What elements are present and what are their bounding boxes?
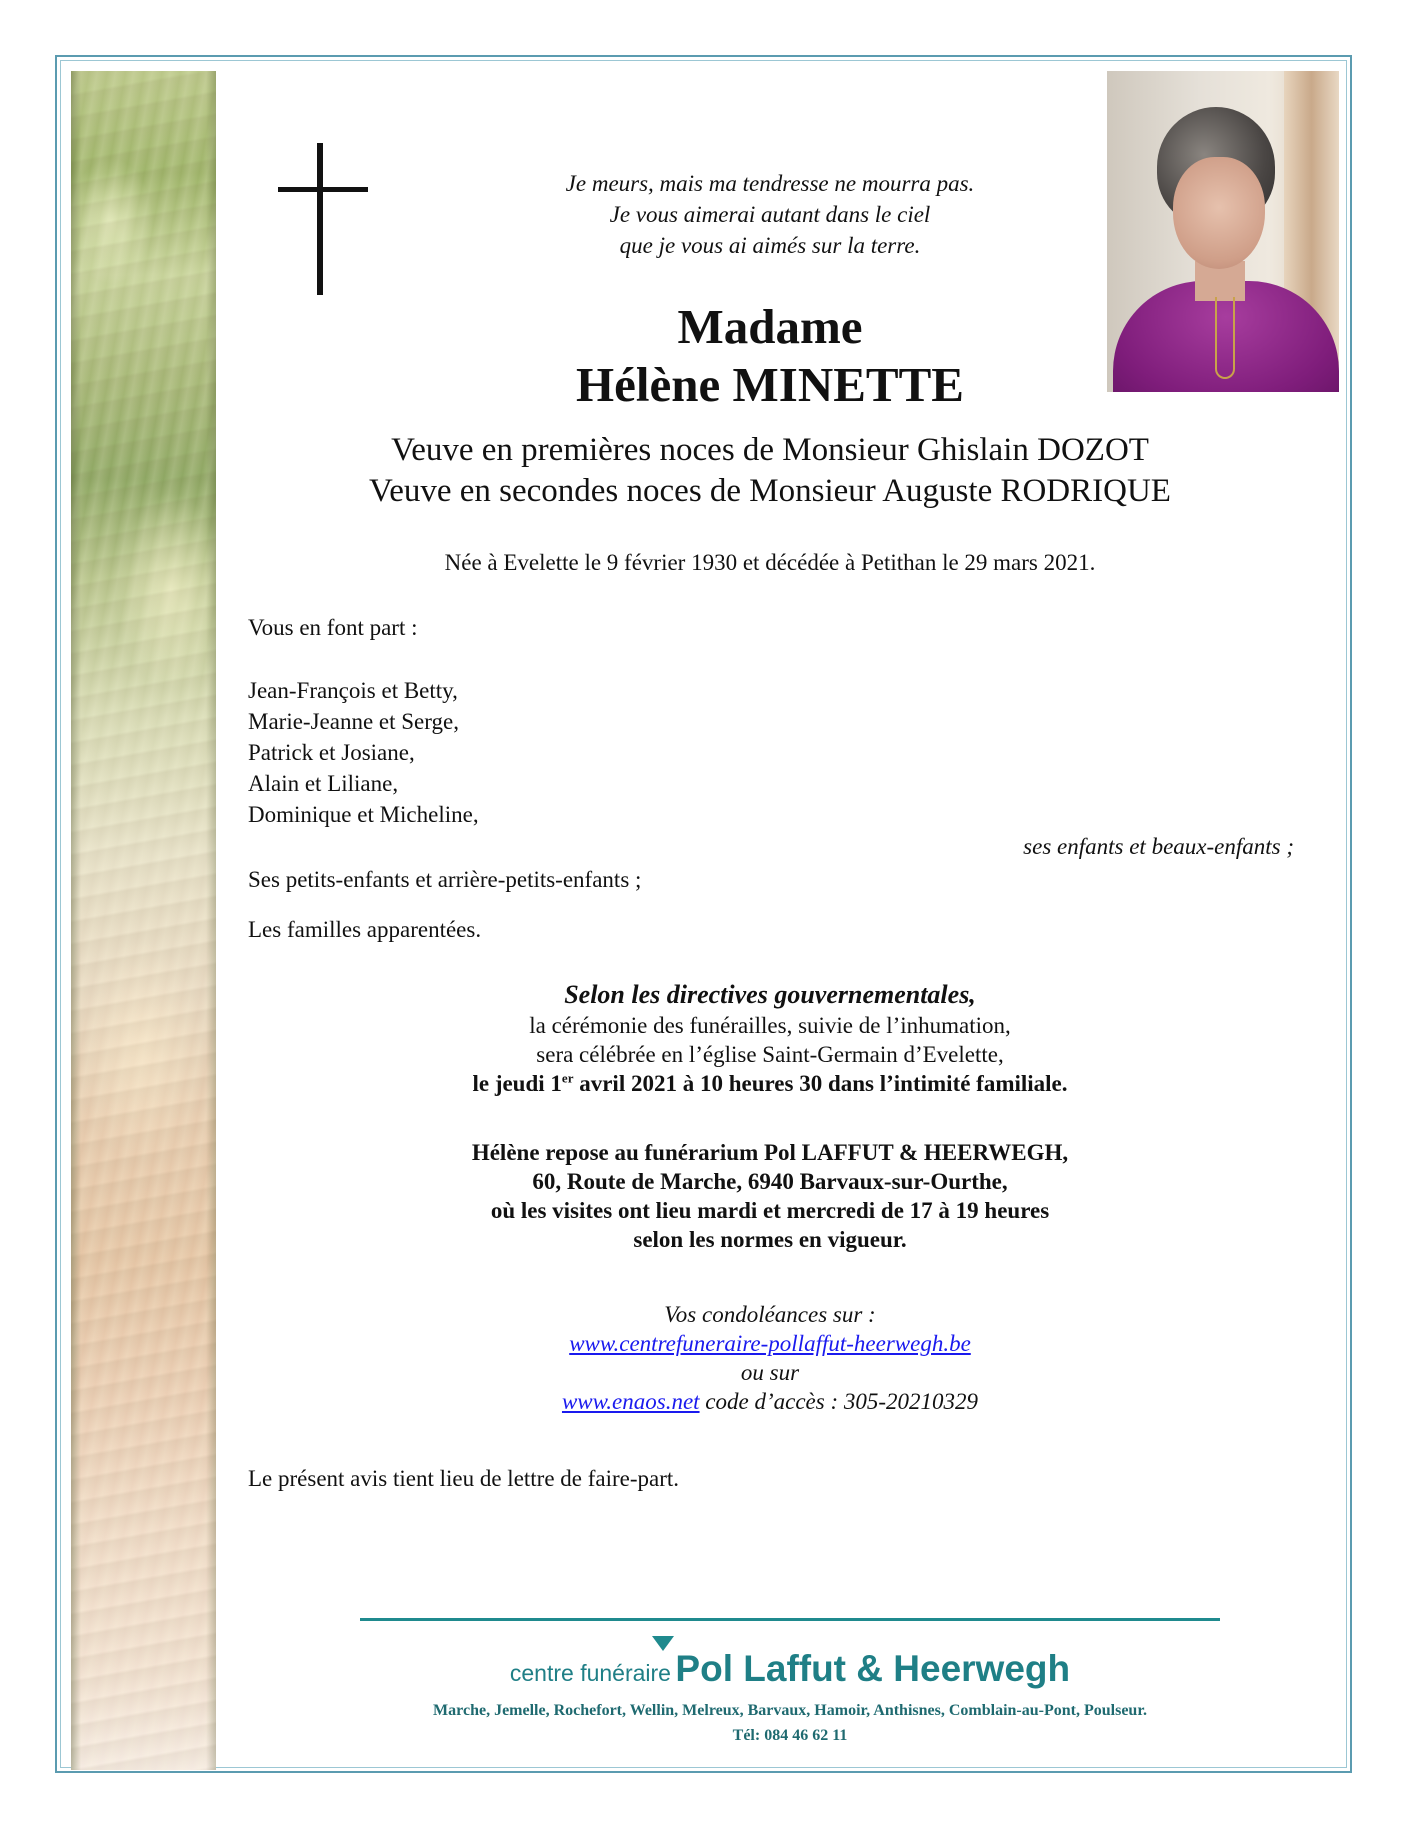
deceased-name: Hélène MINETTE [576,357,964,412]
enaos-link[interactable]: www.enaos.net [561,1389,700,1414]
families-line: Les familles apparentées. [248,917,482,942]
access-code: code d’accès : 305-20210329 [699,1389,979,1414]
list-item: Jean-François et Betty, [248,678,458,703]
cross-icon [278,143,368,295]
brand-big: Pol Laffut & Heerwegh [675,1648,1071,1689]
visitation-block [300,1138,1240,1254]
list-item: Patrick et Josiane, [248,740,415,765]
grandchildren-line: Ses petits-enfants et arrière-petits-enfants ; [248,867,642,892]
portrait-photo [1107,71,1339,392]
condolences-intro: Vos condoléances sur : [664,1302,876,1327]
ceremony-line: la cérémonie des funérailles, suivie de l’inhumation, [529,1013,1011,1038]
or-text: ou sur [740,1360,800,1385]
list-item: Alain et Liliane, [248,771,399,796]
quote-line: Je vous aimerai autant dans le ciel [609,202,931,227]
closing-line: Le présent avis tient lieu de lettre de faire-part. [248,1466,680,1491]
funeral-home-link[interactable]: www.centrefuneraire-pollaffut-heerwegh.be [569,1331,971,1356]
children-list [248,675,479,830]
children-caption: ses enfants et beaux-enfants ; [1023,834,1294,859]
list-item: Dominique et Micheline, [248,802,479,827]
deceased-name-block [420,298,1120,414]
ceremony-line: sera célébrée en l’église Saint-Germain d’Evelette, [536,1042,1004,1067]
footer-towns: Marche, Jemelle, Rochefort, Wellin, Melreux, Barvaux, Hamoir, Anthisnes, Comblain-au-Pont, Poulseur. [433,1702,1147,1719]
honorific: Madame [677,299,863,354]
visitation-line: Hélène repose au funérarium Pol LAFFUT & HEERWEGH, [471,1140,1069,1165]
footer-phone: Tél: 084 46 62 11 [732,1727,848,1744]
visitation-line: où les visites ont lieu mardi et mercredi de 17 à 19 heures [490,1198,1050,1223]
poem-quote [420,168,1120,261]
ceremony-date: le jeudi 1er avril 2021 à 10 heures 30 dans l’intimité familiale. [472,1070,1068,1096]
widow-line: Veuve en secondes noces de Monsieur Auguste RODRIQUE [369,473,1171,509]
ceremony-block [300,978,1240,1098]
visitation-line: 60, Route de Marche, 6940 Barvaux-sur-Ourthe, [532,1169,1008,1194]
forest-path-image [71,71,216,1770]
visitation-line: selon les normes en vigueur. [633,1227,907,1252]
quote-line: Je meurs, mais ma tendresse ne mourra pas. [565,171,975,196]
widow-line: Veuve en premières noces de Monsieur Ghislain DOZOT [391,432,1149,468]
footer-divider [360,1618,1220,1621]
brand-small: centre funéraire [509,1660,671,1686]
list-item: Marie-Jeanne et Serge, [248,709,459,734]
ceremony-lead: Selon les directives gouvernementales, [564,980,976,1009]
birth-death-line: Née à Evelette le 9 février 1930 et décédée à Petithan le 29 mars 2021. [444,550,1096,575]
quote-line: que je vous ai aimés sur la terre. [619,233,921,258]
condolences-block [300,1300,1240,1416]
funeral-home-logo [360,1648,1220,1690]
widow-lines [250,430,1290,512]
announcement-intro: Vous en font part : [248,615,418,640]
